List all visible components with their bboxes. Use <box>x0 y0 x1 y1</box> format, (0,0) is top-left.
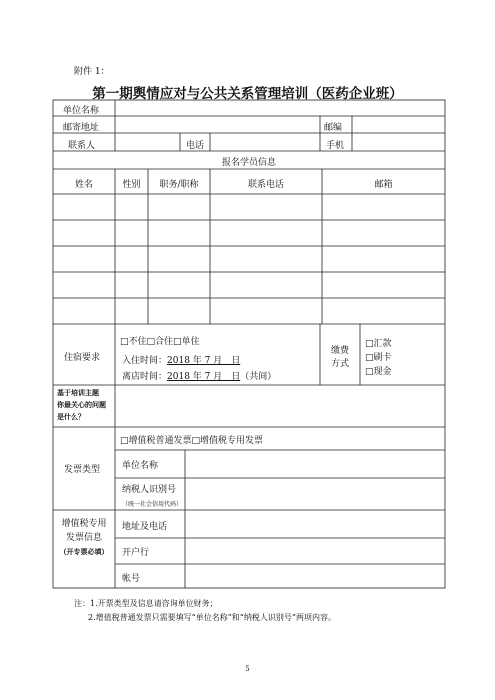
checkin-line <box>122 353 240 366</box>
note-line-2: 2.增值税普通发票只需要填写“单位名称”和“纳税人识别号”两项内容。 <box>88 613 336 622</box>
phone-label: 电话 <box>186 141 205 151</box>
accommodation-label: 住宿要求 <box>64 353 101 363</box>
vat-label-line-2: 发票信息 <box>65 533 102 543</box>
col-header-phone: 联系电话 <box>247 180 284 190</box>
students-section-title: 报名学员信息 <box>221 158 276 168</box>
payment-option-cash[interactable]: □现金 <box>365 367 392 377</box>
invoice-type-options[interactable]: □增值税普通发票□增值税专用发票 <box>120 436 264 446</box>
checkin-prefix: 入住时间： <box>122 356 168 366</box>
checkin-date[interactable]: 2018 年 7 月 日 <box>167 356 241 366</box>
col-header-gender: 性别 <box>122 180 141 190</box>
address-phone-label: 地址及电话 <box>122 522 168 532</box>
payment-option-card[interactable]: □刷卡 <box>365 353 392 363</box>
contact-person-label: 联系人 <box>68 141 96 151</box>
concern-label-line-3: 是什么？ <box>57 412 85 421</box>
postcode-label: 邮编 <box>324 123 343 133</box>
col-header-title: 职务/职称 <box>159 180 199 190</box>
account-label: 帐号 <box>122 574 141 584</box>
concern-label-line-1: 基于培训主题 <box>57 388 99 397</box>
payment-label-2: 方式 <box>330 359 349 369</box>
checkout-prefix: 离店时间： <box>122 372 168 382</box>
invoice-unit-name-label: 单位名称 <box>122 461 159 471</box>
mailing-address-label: 邮寄地址 <box>63 123 100 133</box>
tax-id-note: （统一社会信用代码） <box>122 501 183 508</box>
col-header-email: 邮箱 <box>374 180 393 190</box>
room-options[interactable]: □不住□合住□单住 <box>120 337 200 347</box>
tax-id-label: 纳税人识别号 <box>122 485 177 495</box>
invoice-type-label: 发票类型 <box>64 465 101 475</box>
col-header-name: 姓名 <box>74 180 93 190</box>
concern-label-line-2: 你最关心的问题 <box>57 400 106 409</box>
page-number: 5 <box>245 665 250 673</box>
vat-label-line-1: 增值税专用 <box>61 519 107 529</box>
mobile-label: 手机 <box>326 141 345 151</box>
vat-required-note: （开专票必填） <box>59 547 109 556</box>
note-line-1: 注：1.开票类型及信息请咨询单位财务； <box>74 599 218 608</box>
form-title: 第一期舆情应对与公共关系管理培训（医药企业班） <box>92 86 403 102</box>
checkout-date[interactable]: 2018 年 7 月 日 <box>167 372 241 382</box>
payment-label-1: 缴费 <box>330 346 349 356</box>
bank-label: 开户行 <box>122 548 150 558</box>
checkout-suffix: （共间） <box>240 372 277 382</box>
checkout-line <box>122 369 276 382</box>
unit-name-label: 单位名称 <box>63 106 100 116</box>
attachment-label: 附件 1： <box>74 67 110 77</box>
payment-option-transfer[interactable]: □汇款 <box>365 339 392 349</box>
